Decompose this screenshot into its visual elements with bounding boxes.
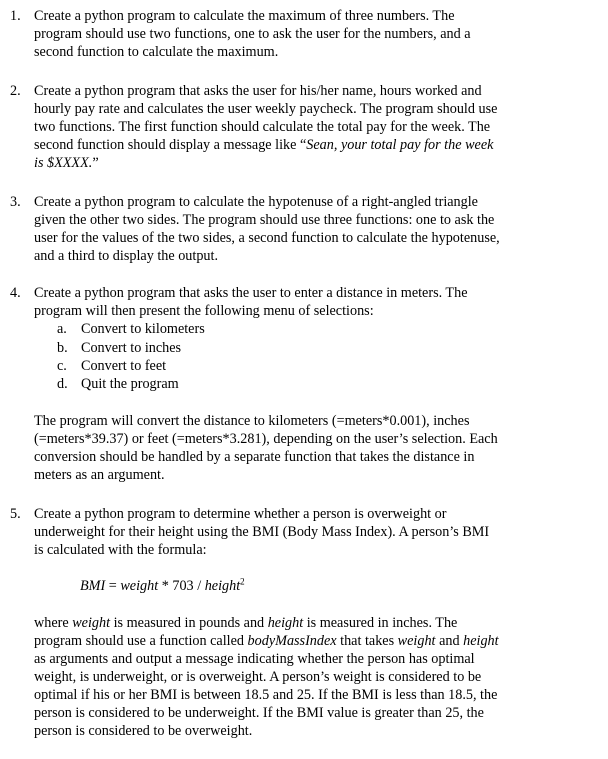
text-line — [34, 154, 594, 172]
text-span: second function should display a message like “ — [34, 137, 307, 153]
text-line: given the other two sides. The program should use three functions: one to ask the — [34, 212, 495, 228]
bmi-description — [34, 614, 499, 740]
question-number: 1. — [10, 8, 21, 24]
text-line: optimal if his or her BMI is between 18.5 and 25. If the BMI is less than 18.5, the — [34, 687, 498, 703]
text-span: program should use a function called — [34, 633, 248, 649]
term-weight: weight — [72, 615, 111, 631]
term-height: height — [463, 633, 499, 649]
text-line: Create a python program that asks the user for his/her name, hours worked and — [34, 83, 482, 99]
question-number: 4. — [10, 285, 21, 301]
question-text — [34, 82, 594, 172]
question-number: 5. — [10, 506, 21, 522]
menu-text: Quit the program — [81, 376, 179, 392]
text-line — [34, 632, 499, 650]
formula-exponent: 2 — [240, 576, 245, 587]
text-line: Create a python program that asks the user to enter a distance in meters. The — [34, 285, 468, 301]
text-line — [34, 136, 594, 154]
bmi-formula — [80, 577, 245, 595]
term-height: height — [267, 615, 304, 631]
text-line: meters as an argument. — [34, 467, 165, 483]
text-line: and a third to display the output. — [34, 248, 219, 264]
text-line: user for the values of the two sides, a second function to calculate the hypotenuse, — [34, 230, 500, 246]
formula-weight: weight — [120, 578, 159, 594]
menu-letter: c. — [57, 358, 67, 374]
formula-mid: * 703 / — [158, 578, 205, 594]
question-number: 3. — [10, 194, 21, 210]
text-line: Create a python program to calculate the hypotenuse of a right-angled triangle — [34, 194, 478, 210]
text-line: conversion should be handled by a separate function that takes the distance in — [34, 449, 475, 465]
menu-letter: d. — [57, 376, 68, 392]
text-line: is calculated with the formula: — [34, 542, 207, 558]
term-weight: weight — [397, 633, 436, 649]
text-line: person is considered to be underweight. If the BMI value is greater than 25, the — [34, 705, 484, 721]
text-span: and — [435, 633, 464, 649]
text-line: second function to calculate the maximum. — [34, 44, 279, 60]
text-line: Create a python program to calculate the maximum of three numbers. The — [34, 8, 455, 24]
example-message: Sean, your total pay for the week — [306, 137, 494, 153]
text-line: two functions. The first function should calculate the total pay for the week. The — [34, 119, 491, 135]
question-text — [34, 505, 594, 559]
text-line: weight, is underweight, or is overweight. A person’s weight is considered to be — [34, 669, 482, 685]
text-line: underweight for their height using the BMI (Body Mass Index). A person’s BMI — [34, 524, 490, 540]
menu-text: Convert to feet — [81, 358, 167, 374]
text-span: ” — [92, 155, 99, 171]
question-text — [34, 284, 594, 320]
term-function-name: bodyMassIndex — [247, 633, 337, 649]
example-message: is $XXXX. — [34, 155, 93, 171]
text-span: where — [34, 615, 73, 631]
question-text — [34, 193, 594, 265]
text-line: The program will convert the distance to kilometers (=meters*0.001), inches — [34, 413, 470, 429]
text-span: that takes — [336, 633, 398, 649]
text-span: is measured in pounds and — [110, 615, 268, 631]
formula-bmi: BMI — [80, 578, 106, 594]
text-span: is measured in inches. The — [303, 615, 458, 631]
conversion-description — [34, 412, 498, 484]
text-line: (=meters*39.37) or feet (=meters*3.281), depending on the user’s selection. Each — [34, 431, 498, 447]
text-line: program should use two functions, one to ask the user for the numbers, and a — [34, 26, 471, 42]
question-number: 2. — [10, 83, 21, 99]
question-text — [34, 7, 594, 61]
text-line: program will then present the following menu of selections: — [34, 303, 374, 319]
formula-height: height — [204, 578, 241, 594]
formula-equals: = — [105, 578, 121, 594]
menu-letter: b. — [57, 340, 68, 356]
menu-text: Convert to kilometers — [81, 321, 205, 337]
text-line: hourly pay rate and calculates the user weekly paycheck. The program should use — [34, 101, 498, 117]
text-line — [34, 614, 499, 632]
menu-text: Convert to inches — [81, 340, 182, 356]
menu-letter: a. — [57, 321, 67, 337]
text-line: as arguments and output a message indicating whether the person has optimal — [34, 651, 475, 667]
text-line: person is considered to be overweight. — [34, 723, 253, 739]
text-line: Create a python program to determine whether a person is overweight or — [34, 506, 447, 522]
